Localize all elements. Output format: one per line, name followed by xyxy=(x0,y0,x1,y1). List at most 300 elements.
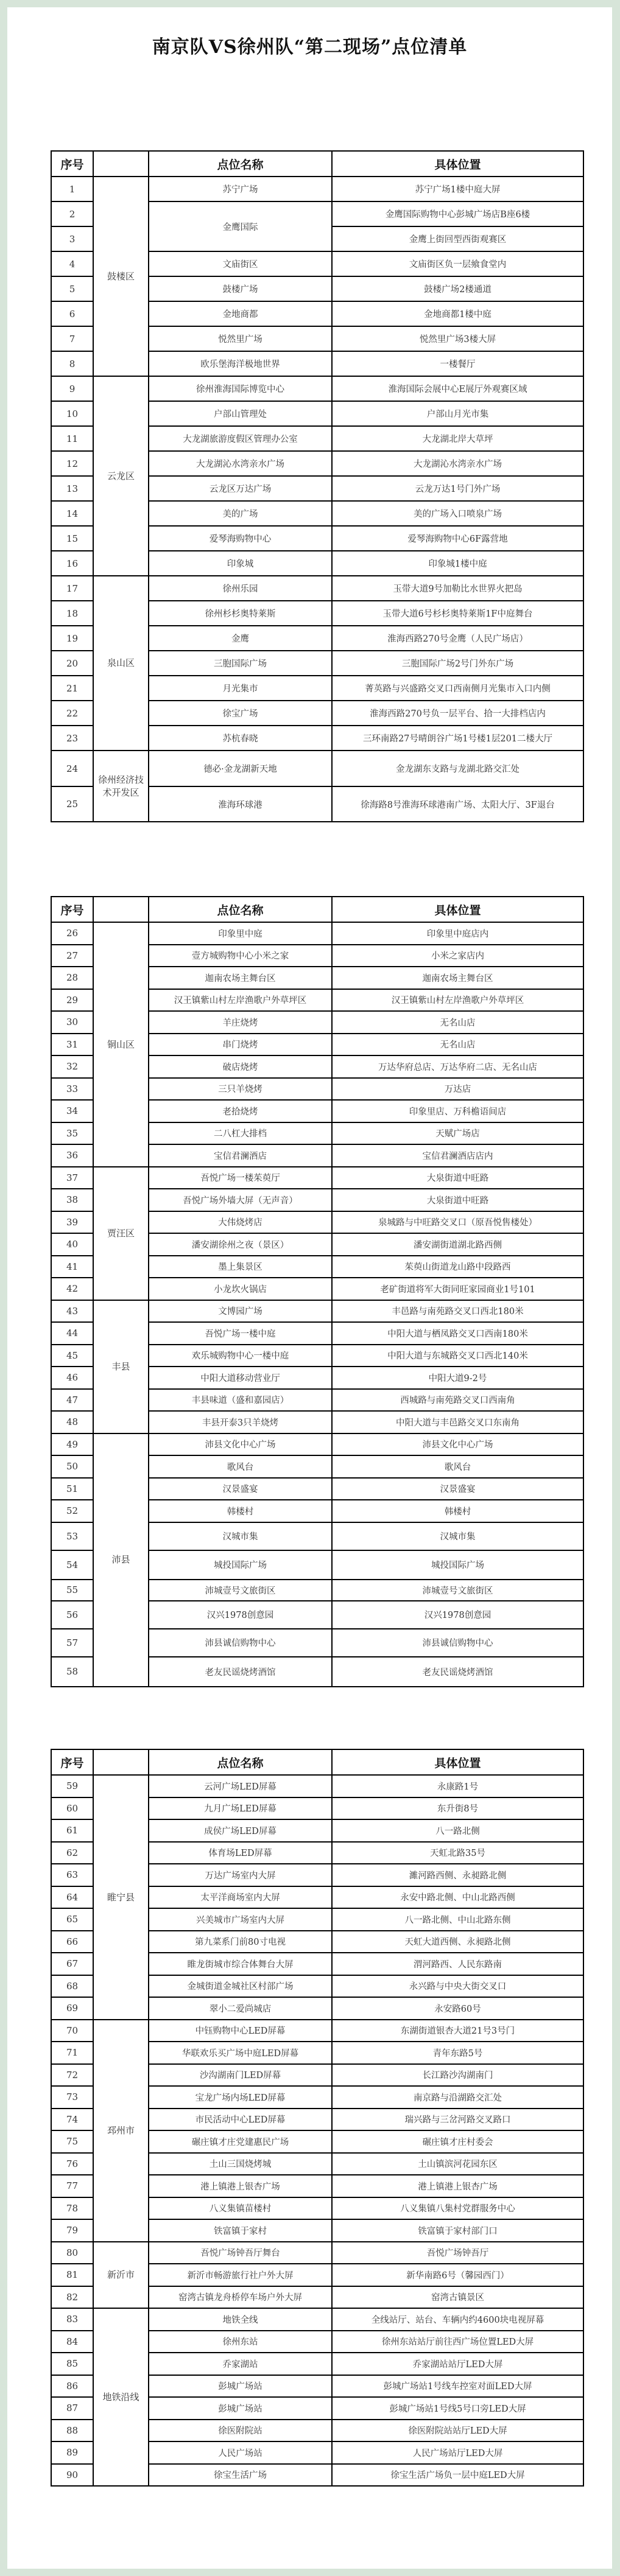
district-cell: 泉山区 xyxy=(93,576,149,751)
location-detail-cell: 潘安湖街道湖北路西侧 xyxy=(332,1233,583,1256)
location-name-cell: 鼓楼广场 xyxy=(149,276,332,301)
location-name-cell: 歌风台 xyxy=(149,1455,332,1478)
row-number: 23 xyxy=(51,726,93,751)
location-name-cell: 大龙湖沁水湾亲水广场 xyxy=(149,451,332,476)
location-name-cell: 吾悦广场一楼茱萸厅 xyxy=(149,1167,332,1189)
location-name-cell: 二八杠大排档 xyxy=(149,1122,332,1145)
row-number: 39 xyxy=(51,1211,93,1234)
location-detail-cell: 大泉街道中旺路 xyxy=(332,1189,583,1211)
location-detail-cell: 宝信君澜酒店店内 xyxy=(332,1144,583,1167)
location-name-cell: 欢乐城购物中心一楼中庭 xyxy=(149,1345,332,1367)
location-name-cell: 徐州东站 xyxy=(149,2331,332,2353)
header-location: 具体位置 xyxy=(332,151,583,177)
location-name-cell: 三胞国际广场 xyxy=(149,651,332,676)
location-name-cell: 老拾烧烤 xyxy=(149,1100,332,1122)
location-name-cell: 金地商都 xyxy=(149,301,332,326)
row-number: 61 xyxy=(51,1819,93,1842)
location-name-cell: 彭城广场站 xyxy=(149,2375,332,2398)
location-name-cell: 成侯广场LED屏幕 xyxy=(149,1819,332,1842)
table-row xyxy=(51,1300,583,1323)
row-number: 42 xyxy=(51,1278,93,1300)
table-row xyxy=(51,1433,583,1456)
row-number: 84 xyxy=(51,2331,93,2353)
header-location: 具体位置 xyxy=(332,1749,583,1775)
location-detail-cell: 迦南农场主舞台区 xyxy=(332,967,583,989)
district-cell: 徐州经济技术开发区 xyxy=(93,751,149,822)
location-name-cell: 体育场LED屏幕 xyxy=(149,1842,332,1864)
location-name-cell: 印象里中庭 xyxy=(149,922,332,945)
header-num: 序号 xyxy=(51,1749,93,1775)
location-detail-cell: 天赋广场店 xyxy=(332,1122,583,1145)
location-detail-cell: 中阳大道与栖凤路交叉口西南180米 xyxy=(332,1322,583,1345)
row-number: 66 xyxy=(51,1931,93,1953)
location-detail-cell: 东升街8号 xyxy=(332,1797,583,1820)
location-name-cell: 大伟烧烤店 xyxy=(149,1211,332,1234)
location-name-cell: 第九菜系门前80寸电视 xyxy=(149,1931,332,1953)
location-name-cell: 韩楼村 xyxy=(149,1500,332,1522)
row-number: 68 xyxy=(51,1975,93,1998)
location-name-cell: 金鹰国际 xyxy=(149,201,332,251)
row-number: 3 xyxy=(51,226,93,251)
row-number: 41 xyxy=(51,1256,93,1278)
row-number: 63 xyxy=(51,1864,93,1886)
location-detail-cell: 中阳大道9-2号 xyxy=(332,1367,583,1389)
row-number: 10 xyxy=(51,401,93,426)
location-table-3 xyxy=(51,1749,584,2487)
location-name-cell: 金城街道金城社区村部广场 xyxy=(149,1975,332,1998)
table-row xyxy=(51,576,583,601)
row-number: 44 xyxy=(51,1322,93,1345)
row-number: 22 xyxy=(51,701,93,726)
row-number: 83 xyxy=(51,2308,93,2331)
location-name-cell: 睢龙街城市综合体舞台大屏 xyxy=(149,1953,332,1975)
location-detail-cell: 沛县诚信购物中心 xyxy=(332,1629,583,1657)
row-number: 43 xyxy=(51,1300,93,1323)
location-detail-cell: 美的广场入口喷泉广场 xyxy=(332,501,583,526)
row-number: 64 xyxy=(51,1886,93,1909)
location-name-cell: 吾悦广场钟吾厅舞台 xyxy=(149,2242,332,2264)
row-number: 26 xyxy=(51,922,93,945)
district-cell: 新沂市 xyxy=(93,2242,149,2309)
location-detail-cell: 户部山月光市集 xyxy=(332,401,583,426)
location-detail-cell: 永康路1号 xyxy=(332,1775,583,1797)
row-number: 17 xyxy=(51,576,93,601)
location-name-cell: 老友民谣烧烤酒馆 xyxy=(149,1657,332,1687)
table-row xyxy=(51,1775,583,1797)
row-number: 36 xyxy=(51,1144,93,1167)
location-detail-cell: 菁英路与兴盛路交叉口西南侧月光集市入口内侧 xyxy=(332,676,583,701)
location-name-cell: 窑湾古镇龙舟桥停车场户外大屏 xyxy=(149,2286,332,2309)
location-detail-cell: 港上镇港上银杏广场 xyxy=(332,2175,583,2197)
location-detail-cell: 瑞兴路与三岔河路交叉路口 xyxy=(332,2109,583,2131)
row-number: 32 xyxy=(51,1055,93,1078)
location-name-cell: 户部山管理处 xyxy=(149,401,332,426)
row-number: 45 xyxy=(51,1345,93,1367)
row-number: 1 xyxy=(51,177,93,201)
location-name-cell: 太平洋商场室内大屏 xyxy=(149,1886,332,1909)
table-row xyxy=(51,751,583,786)
location-detail-cell: 印象里店、万科檐语间店 xyxy=(332,1100,583,1122)
row-number: 35 xyxy=(51,1122,93,1145)
row-number: 7 xyxy=(51,326,93,351)
location-name-cell: 汉景盛宴 xyxy=(149,1478,332,1500)
location-detail-cell: 濉河路西侧、永昶路北侧 xyxy=(332,1864,583,1886)
location-detail-cell: 万达店 xyxy=(332,1078,583,1101)
location-detail-cell: 渭河路西、人民东路南 xyxy=(332,1953,583,1975)
location-name-cell: 万达广场室内大屏 xyxy=(149,1864,332,1886)
location-name-cell: 九月广场LED屏幕 xyxy=(149,1797,332,1820)
location-detail-cell: 南京路与沿湖路交汇处 xyxy=(332,2086,583,2109)
location-name-cell: 壹方城购物中心小米之家 xyxy=(149,945,332,967)
location-name-cell: 丰县开泰3只羊烧烤 xyxy=(149,1411,332,1433)
location-name-cell: 丰县味道（盛和嘉园店） xyxy=(149,1389,332,1412)
location-detail-cell: 汉城市集 xyxy=(332,1522,583,1550)
location-detail-cell: 老友民谣烧烤酒馆 xyxy=(332,1657,583,1687)
location-name-cell: 沙沟湖南门LED屏幕 xyxy=(149,2064,332,2087)
row-number: 82 xyxy=(51,2286,93,2309)
location-detail-cell: 汉王镇紫山村左岸渔歌户外草坪区 xyxy=(332,989,583,1012)
location-name-cell: 文博园广场 xyxy=(149,1300,332,1323)
table-row xyxy=(51,2020,583,2042)
location-detail-cell: 永安路60号 xyxy=(332,1997,583,2020)
location-name-cell: 徐州淮海国际博览中心 xyxy=(149,376,332,401)
row-number: 58 xyxy=(51,1657,93,1687)
location-name-cell: 欧乐堡海洋极地世界 xyxy=(149,351,332,376)
location-detail-cell: 新华南路6号（馨园西门） xyxy=(332,2264,583,2286)
location-detail-cell: 小米之家店内 xyxy=(332,945,583,967)
page-title: 南京队VS徐州队“第二现场”点位清单 xyxy=(152,37,468,58)
location-detail-cell: 永安中路北侧、中山北路西侧 xyxy=(332,1886,583,1909)
location-name-cell: 月光集市 xyxy=(149,676,332,701)
location-name-cell: 潘安湖徐州之夜（景区） xyxy=(149,1233,332,1256)
row-number: 74 xyxy=(51,2109,93,2131)
location-detail-cell: 一楼餐厅 xyxy=(332,351,583,376)
location-name-cell: 徐宝生活广场 xyxy=(149,2464,332,2487)
location-detail-cell: 大泉街道中旺路 xyxy=(332,1167,583,1189)
row-number: 50 xyxy=(51,1455,93,1478)
row-number: 48 xyxy=(51,1411,93,1433)
location-name-cell: 美的广场 xyxy=(149,501,332,526)
location-detail-cell: 全线站厅、站台、车辆内约4600块电视屏幕 xyxy=(332,2308,583,2331)
location-detail-cell: 八一路北侧 xyxy=(332,1819,583,1842)
table-header-row xyxy=(51,151,583,177)
location-name-cell: 徐宝广场 xyxy=(149,701,332,726)
location-detail-cell: 淮海国际会展中心E展厅外观赛区域 xyxy=(332,376,583,401)
table-row xyxy=(51,1167,583,1189)
row-number: 56 xyxy=(51,1601,93,1629)
header-name: 点位名称 xyxy=(149,1749,332,1775)
table-header-row xyxy=(51,1749,583,1775)
table-row xyxy=(51,177,583,201)
header-num: 序号 xyxy=(51,897,93,922)
row-number: 72 xyxy=(51,2064,93,2087)
row-number: 21 xyxy=(51,676,93,701)
row-number: 4 xyxy=(51,251,93,276)
location-detail-cell: 金鹰上街回型西街观赛区 xyxy=(332,226,583,251)
row-number: 87 xyxy=(51,2397,93,2420)
location-detail-cell: 三环南路27号晴朗谷广场1号楼1层201二楼大厅 xyxy=(332,726,583,751)
location-name-cell: 羊庄烧烤 xyxy=(149,1011,332,1034)
location-detail-cell: 印象里中庭店内 xyxy=(332,922,583,945)
location-detail-cell: 汉景盛宴 xyxy=(332,1478,583,1500)
row-number: 6 xyxy=(51,301,93,326)
location-name-cell: 华联欢乐买广场中庭LED屏幕 xyxy=(149,2042,332,2064)
location-name-cell: 德必·金龙湖新天地 xyxy=(149,751,332,786)
row-number: 69 xyxy=(51,1997,93,2020)
row-number: 57 xyxy=(51,1629,93,1657)
location-name-cell: 兴美城市广场室内大屏 xyxy=(149,1908,332,1931)
location-detail-cell: 碾庄镇才庄村委会 xyxy=(332,2130,583,2153)
row-number: 27 xyxy=(51,945,93,967)
table-row xyxy=(51,2308,583,2331)
header-district xyxy=(93,897,149,922)
location-detail-cell: 徐宝生活广场负一层中庭LED大屏 xyxy=(332,2464,583,2487)
location-name-cell: 墨上集景区 xyxy=(149,1256,332,1278)
location-name-cell: 中钰购物中心LED屏幕 xyxy=(149,2020,332,2042)
row-number: 77 xyxy=(51,2175,93,2197)
location-detail-cell: 苏宁广场1楼中庭大屏 xyxy=(332,177,583,201)
row-number: 52 xyxy=(51,1500,93,1522)
header-num: 序号 xyxy=(51,151,93,177)
row-number: 16 xyxy=(51,551,93,576)
row-number: 18 xyxy=(51,601,93,626)
row-number: 70 xyxy=(51,2020,93,2042)
location-detail-cell: 八一路北侧、中山北路东侧 xyxy=(332,1908,583,1931)
location-name-cell: 地铁全线 xyxy=(149,2308,332,2331)
location-name-cell: 爱琴海购物中心 xyxy=(149,526,332,551)
location-detail-cell: 大龙湖北岸大草坪 xyxy=(332,426,583,451)
table-header-row xyxy=(51,897,583,922)
location-detail-cell: 永兴路与中央大街交叉口 xyxy=(332,1975,583,1998)
document-page xyxy=(7,7,612,2569)
location-detail-cell: 玉带大道9号加勒比水世界火把岛 xyxy=(332,576,583,601)
row-number: 89 xyxy=(51,2441,93,2464)
location-name-cell: 沛城壹号文旅街区 xyxy=(149,1580,332,1601)
location-name-cell: 云河广场LED屏幕 xyxy=(149,1775,332,1797)
header-name: 点位名称 xyxy=(149,897,332,922)
row-number: 78 xyxy=(51,2197,93,2220)
location-name-cell: 城投国际广场 xyxy=(149,1550,332,1580)
location-name-cell: 中阳大道移动营业厅 xyxy=(149,1367,332,1389)
district-cell: 睢宁县 xyxy=(93,1775,149,2020)
row-number: 60 xyxy=(51,1797,93,1820)
row-number: 65 xyxy=(51,1908,93,1931)
row-number: 86 xyxy=(51,2375,93,2398)
location-table-1 xyxy=(51,150,584,822)
location-name-cell: 八义集镇苗楼村 xyxy=(149,2197,332,2220)
row-number: 46 xyxy=(51,1367,93,1389)
row-number: 76 xyxy=(51,2153,93,2175)
location-name-cell: 汉兴1978创意园 xyxy=(149,1601,332,1629)
location-detail-cell: 淮海西路270号金鹰（人民广场店） xyxy=(332,626,583,651)
location-name-cell: 吾悦广场一楼中庭 xyxy=(149,1322,332,1345)
row-number: 19 xyxy=(51,626,93,651)
location-detail-cell: 中阳大道与东城路交叉口西北140米 xyxy=(332,1345,583,1367)
location-detail-cell: 彭城广场站1号线车控室对面LED大屏 xyxy=(332,2375,583,2398)
row-number: 24 xyxy=(51,751,93,786)
location-detail-cell: 青年东路5号 xyxy=(332,2042,583,2064)
district-cell: 地铁沿线 xyxy=(93,2308,149,2486)
district-cell: 铜山区 xyxy=(93,922,149,1167)
location-detail-cell: 茱萸山街道龙山路中段路西 xyxy=(332,1256,583,1278)
location-name-cell: 市民活动中心LED屏幕 xyxy=(149,2109,332,2131)
district-cell: 丰县 xyxy=(93,1300,149,1433)
location-name-cell: 印象城 xyxy=(149,551,332,576)
location-detail-cell: 金龙湖东支路与龙湖北路交汇处 xyxy=(332,751,583,786)
row-number: 25 xyxy=(51,786,93,822)
row-number: 28 xyxy=(51,967,93,989)
location-detail-cell: 中阳大道与丰邑路交叉口东南角 xyxy=(332,1411,583,1433)
header-district xyxy=(93,1749,149,1775)
row-number: 40 xyxy=(51,1233,93,1256)
location-name-cell: 文庙街区 xyxy=(149,251,332,276)
location-detail-cell: 爱琴海购物中心6F露营地 xyxy=(332,526,583,551)
row-number: 34 xyxy=(51,1100,93,1122)
district-cell: 沛县 xyxy=(93,1433,149,1687)
location-detail-cell: 老矿街道将军大街同旺家园商业1号101 xyxy=(332,1278,583,1300)
location-name-cell: 新沂市畅游旅行社户外大屏 xyxy=(149,2264,332,2286)
row-number: 62 xyxy=(51,1842,93,1864)
row-number: 12 xyxy=(51,451,93,476)
table-row xyxy=(51,2242,583,2264)
location-detail-cell: 玉带大道6号杉杉奥特莱斯1F中庭舞台 xyxy=(332,601,583,626)
location-name-cell: 淮海环球港 xyxy=(149,786,332,822)
row-number: 90 xyxy=(51,2464,93,2487)
location-name-cell: 沛县诚信购物中心 xyxy=(149,1629,332,1657)
header-location: 具体位置 xyxy=(332,897,583,922)
district-cell: 邳州市 xyxy=(93,2020,149,2242)
row-number: 55 xyxy=(51,1580,93,1601)
location-detail-cell: 云龙万达1号门外广场 xyxy=(332,476,583,501)
row-number: 33 xyxy=(51,1078,93,1101)
location-table-2 xyxy=(51,896,584,1687)
location-name-cell: 三只羊烧烤 xyxy=(149,1078,332,1101)
location-name-cell: 云龙区万达广场 xyxy=(149,476,332,501)
header-district xyxy=(93,151,149,177)
row-number: 5 xyxy=(51,276,93,301)
row-number: 59 xyxy=(51,1775,93,1797)
location-detail-cell: 彭城广场站1号线5号口旁LED大屏 xyxy=(332,2397,583,2420)
location-name-cell: 汉城市集 xyxy=(149,1522,332,1550)
row-number: 8 xyxy=(51,351,93,376)
location-detail-cell: 乔家湖站站厅LED大屏 xyxy=(332,2353,583,2375)
location-detail-cell: 东湖街道银杏大道21号3号门 xyxy=(332,2020,583,2042)
location-detail-cell: 大龙湖沁水湾亲水广场 xyxy=(332,451,583,476)
location-detail-cell: 三胞国际广场2号门外东广场 xyxy=(332,651,583,676)
row-number: 37 xyxy=(51,1167,93,1189)
district-cell: 贾汪区 xyxy=(93,1167,149,1300)
row-number: 53 xyxy=(51,1522,93,1550)
row-number: 88 xyxy=(51,2420,93,2442)
row-number: 9 xyxy=(51,376,93,401)
district-cell: 鼓楼区 xyxy=(93,177,149,376)
location-name-cell: 徐医附院站 xyxy=(149,2420,332,2442)
row-number: 75 xyxy=(51,2130,93,2153)
location-name-cell: 悦然里广场 xyxy=(149,326,332,351)
location-name-cell: 金鹰 xyxy=(149,626,332,651)
location-name-cell: 小龙坎火锅店 xyxy=(149,1278,332,1300)
location-detail-cell: 鼓楼广场2楼通道 xyxy=(332,276,583,301)
location-detail-cell: 汉兴1978创意园 xyxy=(332,1601,583,1629)
location-name-cell: 苏宁广场 xyxy=(149,177,332,201)
location-name-cell: 彭城广场站 xyxy=(149,2397,332,2420)
location-detail-cell: 长江路沙沟湖南门 xyxy=(332,2064,583,2087)
table-row xyxy=(51,922,583,945)
location-name-cell: 破店烧烤 xyxy=(149,1055,332,1078)
row-number: 80 xyxy=(51,2242,93,2264)
row-number: 31 xyxy=(51,1034,93,1056)
location-detail-cell: 西城路与南苑路交叉口西南角 xyxy=(332,1389,583,1412)
row-number: 49 xyxy=(51,1433,93,1456)
location-detail-cell: 悦然里广场3楼大屏 xyxy=(332,326,583,351)
location-name-cell: 铁富镇于家村 xyxy=(149,2219,332,2242)
location-detail-cell: 徐医附院站站厅LED大屏 xyxy=(332,2420,583,2442)
row-number: 13 xyxy=(51,476,93,501)
location-detail-cell: 无名山店 xyxy=(332,1034,583,1056)
location-detail-cell: 万达华府总店、万达华府二店、无名山店 xyxy=(332,1055,583,1078)
row-number: 11 xyxy=(51,426,93,451)
location-name-cell: 宝龙广场内场LED屏幕 xyxy=(149,2086,332,2109)
row-number: 54 xyxy=(51,1550,93,1580)
row-number: 15 xyxy=(51,526,93,551)
location-name-cell: 徐州乐园 xyxy=(149,576,332,601)
location-detail-cell: 天虹大道西侧、永昶路北侧 xyxy=(332,1931,583,1953)
row-number: 85 xyxy=(51,2353,93,2375)
row-number: 30 xyxy=(51,1011,93,1034)
location-name-cell: 港上镇港上银杏广场 xyxy=(149,2175,332,2197)
location-name-cell: 翠小二爱尚城店 xyxy=(149,1997,332,2020)
row-number: 51 xyxy=(51,1478,93,1500)
location-detail-cell: 韩楼村 xyxy=(332,1500,583,1522)
location-name-cell: 土山三国烧烤城 xyxy=(149,2153,332,2175)
location-detail-cell: 吾悦广场钟吾厅 xyxy=(332,2242,583,2264)
row-number: 71 xyxy=(51,2042,93,2064)
table-row xyxy=(51,376,583,401)
location-name-cell: 徐州杉杉奥特莱斯 xyxy=(149,601,332,626)
location-detail-cell: 土山镇滨河花园东区 xyxy=(332,2153,583,2175)
location-detail-cell: 八义集镇八集村党群服务中心 xyxy=(332,2197,583,2220)
district-cell: 云龙区 xyxy=(93,376,149,576)
location-detail-cell: 无名山店 xyxy=(332,1011,583,1034)
location-detail-cell: 铁富镇于家村部门口 xyxy=(332,2219,583,2242)
location-name-cell: 吾悦广场外墙大屏（无声音） xyxy=(149,1189,332,1211)
location-name-cell: 串门烧烤 xyxy=(149,1034,332,1056)
location-detail-cell: 歌风台 xyxy=(332,1455,583,1478)
row-number: 73 xyxy=(51,2086,93,2109)
location-detail-cell: 徐海路8号淮海环球港南广场、太阳大厅、3F退台 xyxy=(332,786,583,822)
location-name-cell: 人民广场站 xyxy=(149,2441,332,2464)
row-number: 47 xyxy=(51,1389,93,1412)
row-number: 79 xyxy=(51,2219,93,2242)
location-name-cell: 苏杭春晓 xyxy=(149,726,332,751)
header-name: 点位名称 xyxy=(149,151,332,177)
location-name-cell: 汉王镇紫山村左岸渔歌户外草坪区 xyxy=(149,989,332,1012)
row-number: 38 xyxy=(51,1189,93,1211)
location-detail-cell: 丰邑路与南苑路交叉口西北180米 xyxy=(332,1300,583,1323)
location-name-cell: 沛县文化中心广场 xyxy=(149,1433,332,1456)
location-detail-cell: 文庙街区负一层飨食堂内 xyxy=(332,251,583,276)
row-number: 20 xyxy=(51,651,93,676)
location-name-cell: 迦南农场主舞台区 xyxy=(149,967,332,989)
row-number: 2 xyxy=(51,201,93,226)
location-name-cell: 乔家湖站 xyxy=(149,2353,332,2375)
location-detail-cell: 徐州东站站厅前往西广场位置LED大屏 xyxy=(332,2331,583,2353)
row-number: 29 xyxy=(51,989,93,1012)
location-name-cell: 大龙湖旅游度假区管理办公室 xyxy=(149,426,332,451)
location-detail-cell: 泉城路与中旺路交叉口（原吾悦售楼处） xyxy=(332,1211,583,1234)
location-detail-cell: 沛县文化中心广场 xyxy=(332,1433,583,1456)
location-detail-cell: 印象城1楼中庭 xyxy=(332,551,583,576)
